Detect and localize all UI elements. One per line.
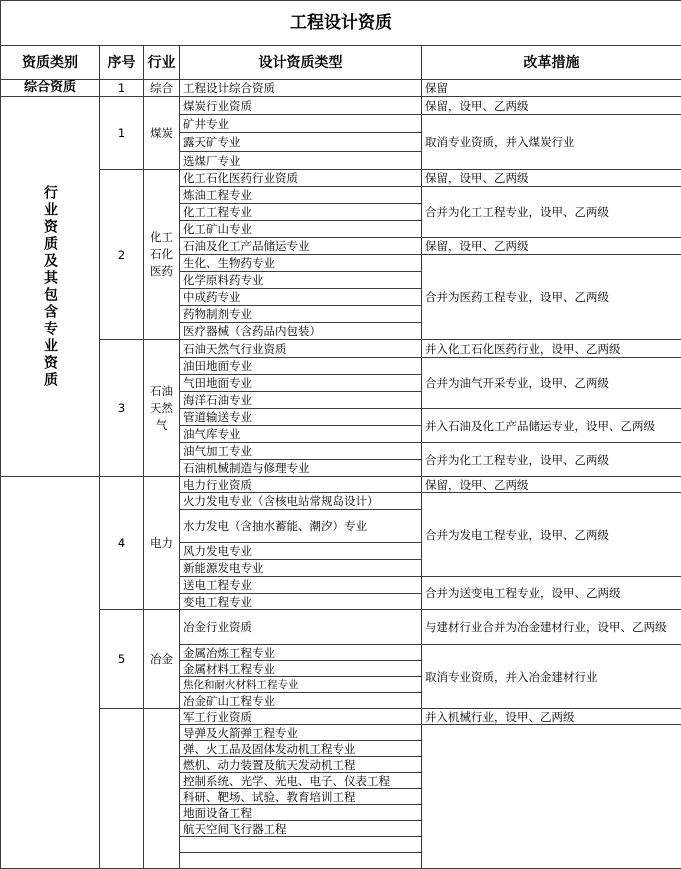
type-cell: 军工行业资质 bbox=[180, 709, 422, 725]
category-empty-cell bbox=[1, 477, 100, 869]
type-cell: 焦化和耐火材料工程专业 bbox=[180, 677, 422, 693]
type-cell: 科研、靶场、试验、教育培训工程 bbox=[180, 789, 422, 805]
type-cell: 药物制剂专业 bbox=[180, 306, 422, 323]
measure-cell: 合并为化工工程专业，设甲、乙两级 bbox=[422, 187, 681, 238]
header-measure: 改革措施 bbox=[422, 46, 681, 80]
type-cell bbox=[180, 853, 422, 869]
type-cell: 燃机、动力装置及航天发动机工程 bbox=[180, 757, 422, 773]
type-cell: 金属材料工程专业 bbox=[180, 661, 422, 677]
measure-cell: 与建材行业合并为冶金建材行业，设甲、乙两级 bbox=[422, 610, 681, 645]
group-seq: 2 bbox=[100, 170, 144, 340]
type-cell: 火力发电专业（含核电站常规岛设计） bbox=[180, 493, 422, 510]
group-seq: 5 bbox=[100, 610, 144, 709]
measure-cell: 取消专业资质，并入煤炭行业 bbox=[422, 115, 681, 170]
comprehensive-type: 工程设计综合资质 bbox=[180, 80, 422, 97]
type-cell: 油田地面专业 bbox=[180, 358, 422, 375]
measure-cell: 并入机械行业，设甲、乙两级 bbox=[422, 709, 681, 725]
type-cell: 石油天然气行业资质 bbox=[180, 340, 422, 358]
type-cell: 炼油工程专业 bbox=[180, 187, 422, 204]
type-cell: 冶金行业资质 bbox=[180, 610, 422, 645]
type-cell: 石油机械制造与修理专业 bbox=[180, 460, 422, 477]
measure-cell: 并入化工石化医药行业，设甲、乙两级 bbox=[422, 340, 681, 358]
industry-category-label: 行业资质及其包含专业资质 bbox=[1, 97, 100, 477]
measure-cell: 取消专业资质，并入冶金建材行业 bbox=[422, 645, 681, 709]
type-cell: 送电工程专业 bbox=[180, 577, 422, 594]
type-cell: 石油及化工产品储运专业 bbox=[180, 238, 422, 255]
type-cell: 化工石化医药行业资质 bbox=[180, 170, 422, 187]
group-industry: 电力 bbox=[144, 477, 180, 610]
type-cell: 控制系统、光学、光电、电子、仪表工程 bbox=[180, 773, 422, 789]
type-cell: 金属冶炼工程专业 bbox=[180, 645, 422, 661]
header-industry: 行业 bbox=[144, 46, 180, 80]
type-cell: 水力发电（含抽水蓄能、潮汐）专业 bbox=[180, 510, 422, 543]
comprehensive-seq: 1 bbox=[100, 80, 144, 97]
measure-cell: 合并为医药工程专业，设甲、乙两级 bbox=[422, 255, 681, 340]
type-cell: 新能源发电专业 bbox=[180, 560, 422, 577]
type-cell: 变电工程专业 bbox=[180, 594, 422, 610]
type-cell: 医疗器械（含药品内包装） bbox=[180, 323, 422, 340]
measure-cell: 合并为发电工程专业，设甲、乙两级 bbox=[422, 493, 681, 577]
type-cell: 油气加工专业 bbox=[180, 443, 422, 460]
group-industry: 化工石化医药 bbox=[144, 170, 180, 340]
table-title: 工程设计资质 bbox=[1, 1, 681, 46]
header-category: 资质类别 bbox=[1, 46, 100, 80]
type-cell: 生化、生物药专业 bbox=[180, 255, 422, 272]
type-cell: 煤炭行业资质 bbox=[180, 97, 422, 115]
type-cell: 管道输送专业 bbox=[180, 409, 422, 426]
group-industry: 冶金 bbox=[144, 610, 180, 709]
group-seq: 1 bbox=[100, 97, 144, 170]
type-cell: 海洋石油专业 bbox=[180, 392, 422, 409]
type-cell: 气田地面专业 bbox=[180, 375, 422, 392]
group-seq: 3 bbox=[100, 340, 144, 477]
type-cell: 油气库专业 bbox=[180, 426, 422, 443]
header-seq: 序号 bbox=[100, 46, 144, 80]
group-industry: 石油天然气 bbox=[144, 340, 180, 477]
measure-cell: 合并为化工工程专业，设甲、乙两级 bbox=[422, 443, 681, 477]
type-cell: 化工工程专业 bbox=[180, 204, 422, 221]
measure-cell: 并入石油及化工产品储运专业，设甲、乙两级 bbox=[422, 409, 681, 443]
type-cell: 化工矿山专业 bbox=[180, 221, 422, 238]
measure-cell: 保留，设甲、乙两级 bbox=[422, 238, 681, 255]
comprehensive-industry: 综合 bbox=[144, 80, 180, 97]
type-cell: 矿井专业 bbox=[180, 115, 422, 133]
type-cell: 冶金矿山工程专业 bbox=[180, 693, 422, 709]
measure-empty-cell bbox=[422, 725, 681, 869]
type-cell: 导弹及火箭弹工程专业 bbox=[180, 725, 422, 741]
type-cell: 风力发电专业 bbox=[180, 543, 422, 560]
group-industry: 煤炭 bbox=[144, 97, 180, 170]
type-cell: 露天矿专业 bbox=[180, 133, 422, 152]
measure-cell: 保留，设甲、乙两级 bbox=[422, 477, 681, 493]
type-cell: 电力行业资质 bbox=[180, 477, 422, 493]
type-cell: 化学原料药专业 bbox=[180, 272, 422, 289]
type-cell: 选煤厂专业 bbox=[180, 152, 422, 170]
type-cell: 中成药专业 bbox=[180, 289, 422, 306]
measure-cell: 保留，设甲、乙两级 bbox=[422, 97, 681, 115]
type-cell: 弹、火工品及固体发动机工程专业 bbox=[180, 741, 422, 757]
comprehensive-measure: 保留 bbox=[422, 80, 681, 97]
measure-cell: 合并为送变电工程专业，设甲、乙两级 bbox=[422, 577, 681, 610]
comprehensive-category: 综合资质 bbox=[1, 80, 100, 97]
group-seq: 4 bbox=[100, 477, 144, 610]
type-cell: 航天空间飞行器工程 bbox=[180, 821, 422, 837]
header-type: 设计资质类型 bbox=[180, 46, 422, 80]
type-cell: 地面设备工程 bbox=[180, 805, 422, 821]
measure-cell: 合并为油气开采专业，设甲、乙两级 bbox=[422, 358, 681, 409]
measure-cell: 保留，设甲、乙两级 bbox=[422, 170, 681, 187]
